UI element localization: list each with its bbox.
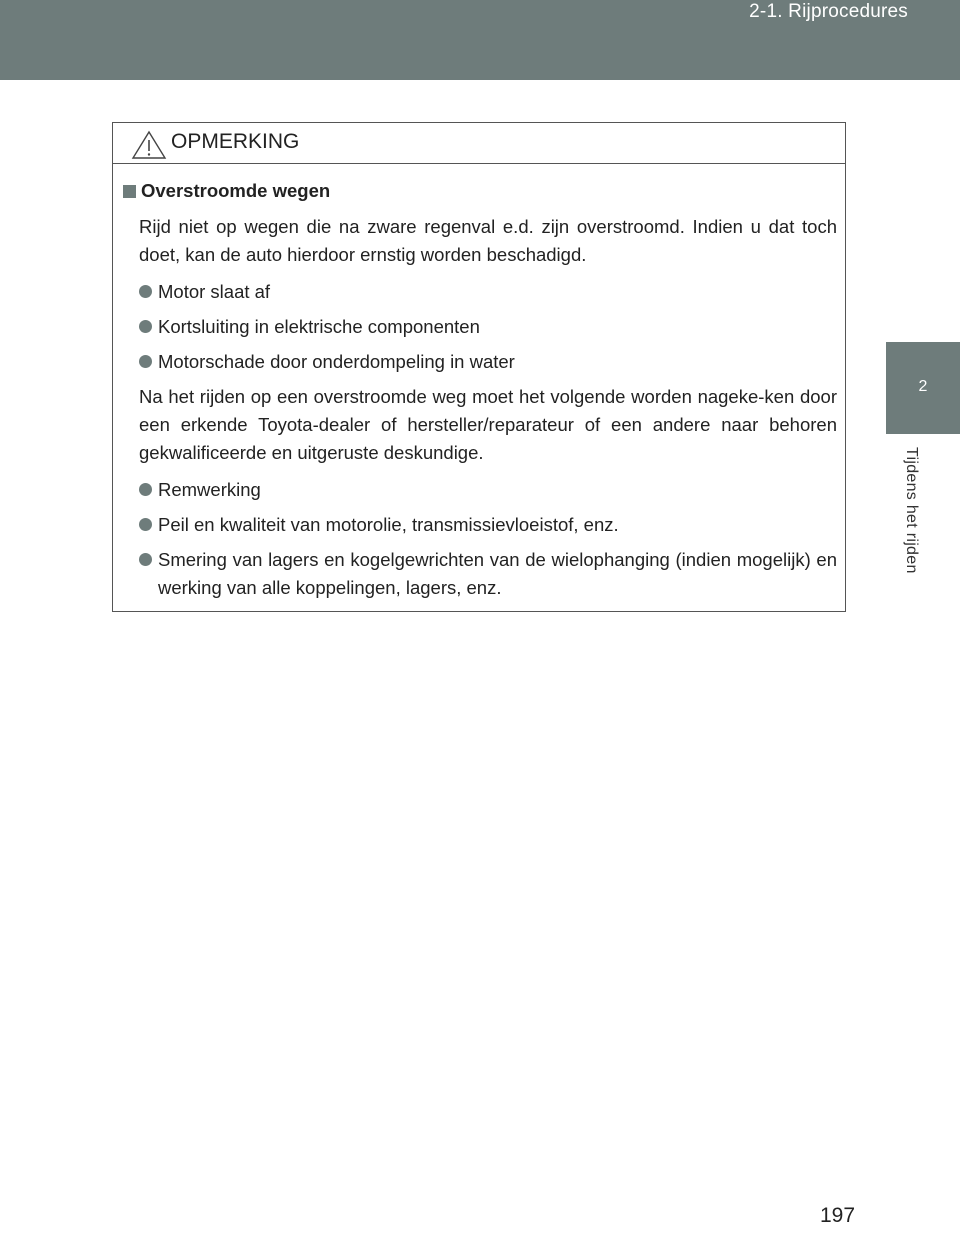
inspection-paragraph: Na het rijden op een overstroomde weg moet het volgende worden nageke-ken door een erkende Toyota-dealer of hersteller/reparateur of een andere naar behoren gekwalificeerde en uitgeruste deskundige.	[139, 386, 837, 463]
list-item: Kortsluiting in elektrische componenten	[139, 313, 837, 341]
notice-box	[112, 122, 846, 612]
list-item: Remwerking	[139, 476, 837, 504]
list-item: Peil en kwaliteit van motorolie, transmissievloeistof, enz.	[139, 511, 837, 539]
notice-title: OPMERKING	[171, 130, 300, 153]
list-item: Motorschade door onderdompeling in water	[139, 348, 837, 376]
square-bullet-icon	[123, 185, 136, 198]
bullet-dot-icon	[139, 355, 152, 368]
bullet-dot-icon	[139, 285, 152, 298]
page-number: 197	[820, 1204, 856, 1227]
bullet-dot-icon	[139, 320, 152, 333]
warning-triangle-icon	[131, 130, 167, 160]
consequence-list	[139, 278, 837, 376]
notice-subheading	[123, 180, 837, 202]
notice-body	[113, 164, 845, 602]
header-band	[0, 0, 960, 80]
notice-header	[113, 123, 845, 164]
bullet-dot-icon	[139, 483, 152, 496]
list-item: Smering van lagers en kogelgewrichten van de wielophanging (indien mogelijk) en werking van alle koppelingen, lagers, enz.	[139, 546, 837, 602]
inspection-list	[139, 476, 837, 602]
section-title: 2-1. Rijprocedures	[749, 1, 908, 22]
list-item: Motor slaat af	[139, 278, 837, 306]
bullet-dot-icon	[139, 553, 152, 566]
chapter-tab: 2	[886, 342, 960, 434]
bullet-dot-icon	[139, 518, 152, 531]
chapter-label: Tijdens het rijden	[903, 447, 920, 574]
intro-paragraph: Rijd niet op wegen die na zware regenval e.d. zijn overstroomd. Indien u dat toch doet, kan de auto hierdoor ernstig worden beschadigd.	[139, 216, 837, 265]
subheading-text: Overstroomde wegen	[141, 180, 331, 201]
